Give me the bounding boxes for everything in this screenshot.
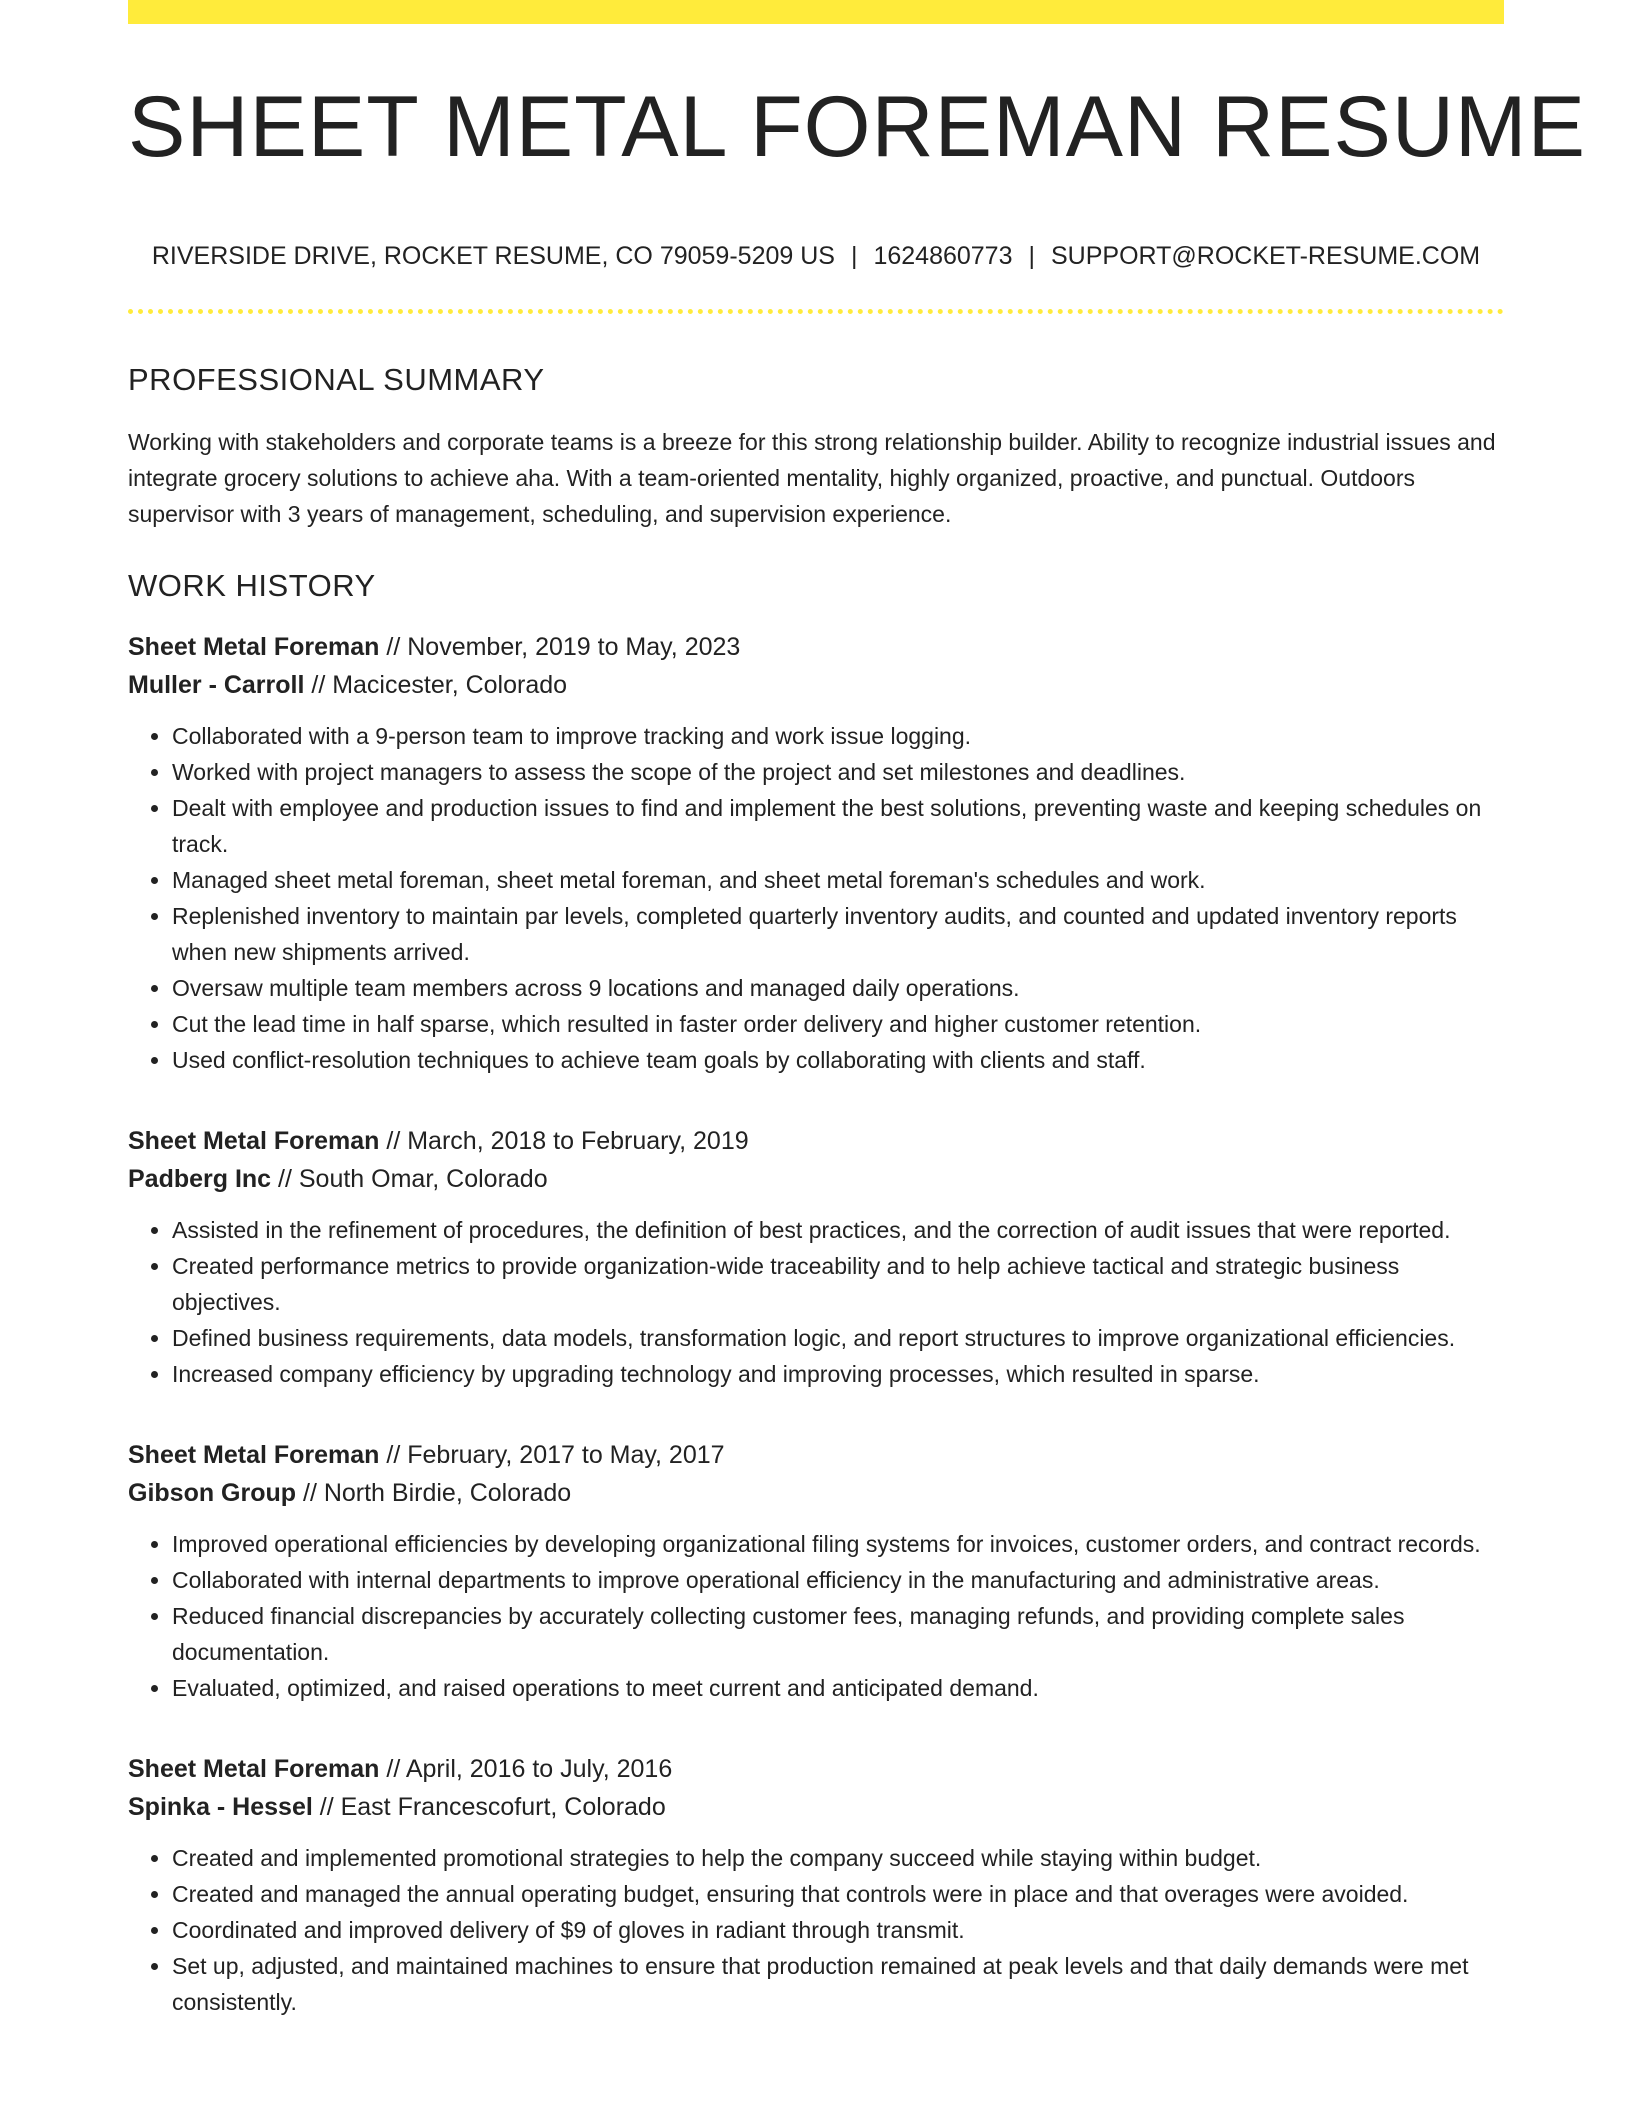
job-company: Muller - Carroll xyxy=(128,671,305,699)
job-company: Padberg Inc xyxy=(128,1165,272,1193)
job-entry xyxy=(128,1750,1504,2020)
job-title-line xyxy=(128,1122,1504,1160)
job-dates: // February, 2017 to May, 2017 xyxy=(379,1441,725,1469)
bullet-item: • Collaborated with internal departments to improve operational efficiency in the manufacturing and administrative areas. xyxy=(172,1562,1504,1598)
bullet-item: • Replenished inventory to maintain par levels, completed quarterly inventory audits, and counted and updated inventory reports when new shipments arrived. xyxy=(172,898,1504,970)
bullet-item: • Created and managed the annual operating budget, ensuring that controls were in place and that overages were avoided. xyxy=(172,1876,1504,1912)
job-bullets xyxy=(128,1212,1504,1392)
contact-separator: | xyxy=(1028,242,1035,270)
job-company: Gibson Group xyxy=(128,1479,297,1507)
job-bullets xyxy=(128,718,1504,1078)
contact-email: SUPPORT@ROCKET-RESUME.COM xyxy=(1051,242,1481,270)
job-entry xyxy=(128,1436,1504,1706)
job-dates: // March, 2018 to February, 2019 xyxy=(379,1127,749,1155)
job-location: // North Birdie, Colorado xyxy=(296,1479,572,1507)
summary-text: Working with stakeholders and corporate teams is a breeze for this strong relationship builder. Ability to recognize industrial issues and integrate grocery solutions to achieve aha. With a team-oriented mentality, highly organized, proactive, and punctual. Outdoors supervisor with 3 years of management, scheduling, and supervision experience. xyxy=(128,429,1496,527)
job-company-line xyxy=(128,1788,1504,1826)
job-company-line xyxy=(128,1474,1504,1512)
bullet-item: • Cut the lead time in half sparse, which resulted in faster order delivery and higher customer retention. xyxy=(172,1006,1504,1042)
job-entry xyxy=(128,628,1504,1078)
job-company-line xyxy=(128,666,1504,704)
job-company: Spinka - Hessel xyxy=(128,1793,313,1821)
bullet-item: • Collaborated with a 9-person team to improve tracking and work issue logging. xyxy=(172,718,1504,754)
contact-address: RIVERSIDE DRIVE, ROCKET RESUME, CO 79059-5209 US xyxy=(151,242,835,270)
bullet-item: • Defined business requirements, data models, transformation logic, and report structures to improve organizational efficiencies. xyxy=(172,1320,1504,1356)
job-title: Sheet Metal Foreman xyxy=(128,1441,380,1469)
job-bullets xyxy=(128,1526,1504,1706)
contact-line xyxy=(128,242,1504,271)
bullet-item: • Used conflict-resolution techniques to achieve team goals by collaborating with clients and staff. xyxy=(172,1042,1504,1078)
job-title: Sheet Metal Foreman xyxy=(128,1755,380,1783)
summary-heading: PROFESSIONAL SUMMARY xyxy=(128,362,545,397)
job-title: Sheet Metal Foreman xyxy=(128,633,380,661)
job-title-line xyxy=(128,628,1504,666)
contact-phone: 1624860773 xyxy=(873,242,1013,270)
job-dates: // November, 2019 to May, 2023 xyxy=(379,633,741,661)
bullet-item: • Coordinated and improved delivery of $9 of gloves in radiant through transmit. xyxy=(172,1912,1504,1948)
bullet-item: • Assisted in the refinement of procedures, the definition of best practices, and the correction of audit issues that were reported. xyxy=(172,1212,1504,1248)
bullet-item: • Created performance metrics to provide organization-wide traceability and to help achieve tactical and strategic business objectives. xyxy=(172,1248,1504,1320)
job-location: // South Omar, Colorado xyxy=(271,1165,548,1193)
job-title-line xyxy=(128,1750,1504,1788)
bullet-item: • Evaluated, optimized, and raised operations to meet current and anticipated demand. xyxy=(172,1670,1504,1706)
dotted-divider xyxy=(128,309,1504,314)
job-title: Sheet Metal Foreman xyxy=(128,1127,380,1155)
job-dates: // April, 2016 to July, 2016 xyxy=(379,1755,673,1783)
job-location: // Macicester, Colorado xyxy=(304,671,568,699)
job-company-line xyxy=(128,1160,1504,1198)
contact-separator: | xyxy=(850,242,858,270)
page-title: SHEET METAL FOREMAN RESUME xyxy=(128,79,1586,175)
bullet-item: • Created and implemented promotional strategies to help the company succeed while staying within budget. xyxy=(172,1840,1504,1876)
bullet-item: • Dealt with employee and production issues to find and implement the best solutions, preventing waste and keeping schedules on track. xyxy=(172,790,1504,862)
work-history-list xyxy=(128,628,1504,2020)
bullet-item: • Reduced financial discrepancies by accurately collecting customer fees, managing refunds, and providing complete sales documentation. xyxy=(172,1598,1504,1670)
job-entry xyxy=(128,1122,1504,1392)
bullet-item: • Worked with project managers to assess the scope of the project and set milestones and deadlines. xyxy=(172,754,1504,790)
bullet-item: • Managed sheet metal foreman, sheet metal foreman, and sheet metal foreman's schedules and work. xyxy=(172,862,1504,898)
bullet-item: • Improved operational efficiencies by developing organizational filing systems for invoices, customer orders, and contract records. xyxy=(172,1526,1504,1562)
work-history-heading: WORK HISTORY xyxy=(128,568,376,603)
job-title-line xyxy=(128,1436,1504,1474)
accent-bar xyxy=(128,0,1504,24)
bullet-item: • Set up, adjusted, and maintained machines to ensure that production remained at peak levels and that daily demands were met consistently. xyxy=(172,1948,1504,2020)
bullet-item: • Increased company efficiency by upgrading technology and improving processes, which resulted in sparse. xyxy=(172,1356,1504,1392)
job-location: // East Francescofurt, Colorado xyxy=(312,1793,666,1821)
job-bullets xyxy=(128,1840,1504,2020)
resume-page xyxy=(128,0,1586,2020)
bullet-item: • Oversaw multiple team members across 9 locations and managed daily operations. xyxy=(172,970,1504,1006)
